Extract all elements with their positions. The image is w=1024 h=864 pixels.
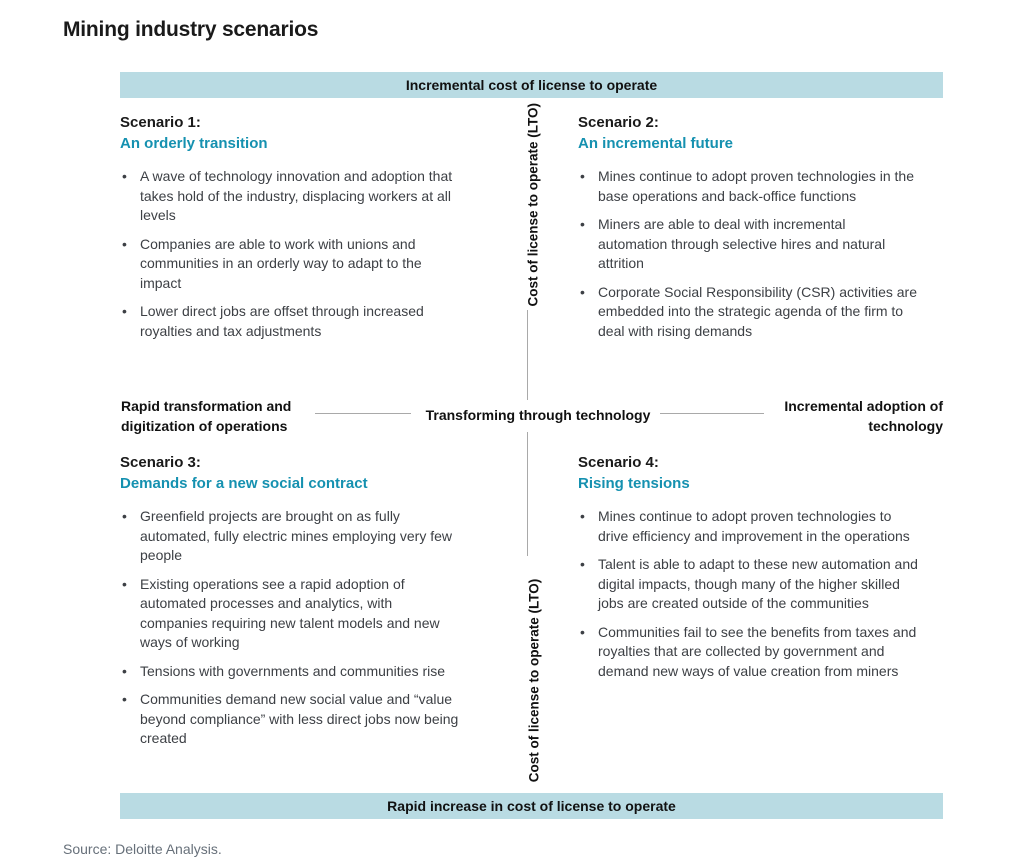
scenario-4-label: Scenario 4: [578, 454, 659, 471]
scenario-3-title: Demands for a new social contract [120, 475, 368, 492]
quadrant-scenario-3 [120, 452, 492, 758]
bullet-item: • Greenfield projects are brought on as fully automated, fully electric mines employing very few people [120, 507, 460, 566]
vertical-axis-line-top [527, 310, 528, 400]
scenario-2-label: Scenario 2: [578, 114, 659, 131]
bullet-item: • Miners are able to deal with incremental automation through selective hires and natural attrition [578, 215, 918, 274]
bullet-item: • Communities demand new social value and “value beyond compliance” with less direct jobs now being created [120, 690, 460, 749]
scenario-1-title: An orderly transition [120, 135, 268, 152]
source-note: Source: Deloitte Analysis. [63, 841, 222, 857]
horizontal-axis-label-right: Incremental adoption of technology [784, 398, 943, 434]
scenario-4-title: Rising tensions [578, 475, 690, 492]
scenario-1-bullets [120, 167, 460, 341]
horizontal-axis-label-center: Transforming through technology [425, 407, 651, 423]
scenario-2-title: An incremental future [578, 135, 734, 152]
bullet-item: • Tensions with governments and communities rise [120, 662, 460, 682]
bullet-item: • Lower direct jobs are offset through increased royalties and tax adjustments [120, 302, 460, 341]
bullet-item: • Mines continue to adopt proven technologies in the base operations and back-office functions [578, 167, 918, 206]
quadrant-scenario-4 [578, 452, 944, 690]
scenario-2-bullets [578, 167, 918, 341]
page-title: Mining industry scenarios [63, 18, 319, 41]
scenario-4-bullets [578, 507, 918, 681]
scenario-3-bullets [120, 507, 460, 749]
bullet-item: • Existing operations see a rapid adoption of automated processes and analytics, with companies requiring new talent models and new ways of working [120, 575, 460, 653]
quadrant-scenario-1 [120, 112, 492, 350]
bullet-item: • A wave of technology innovation and adoption that takes hold of the industry, displacing workers at all levels [120, 167, 460, 226]
bottom-axis-banner: Rapid increase in cost of license to operate [120, 793, 943, 819]
vertical-axis-line-bottom [527, 432, 528, 556]
bullet-item: • Mines continue to adopt proven technologies to drive efficiency and improvement in the operations [578, 507, 918, 546]
scenario-3-label: Scenario 3: [120, 454, 201, 471]
top-axis-banner: Incremental cost of license to operate [120, 72, 943, 98]
quadrant-scenario-2 [578, 112, 944, 350]
vertical-axis-label-bottom: Cost of license to operate (LTO) [526, 578, 542, 783]
bullet-item: • Communities fail to see the benefits from taxes and royalties that are collected by government and demand new ways of value creation from miners [578, 623, 918, 682]
bullet-item: • Talent is able to adapt to these new automation and digital impacts, though many of the higher skilled jobs are created outside of the communities [578, 555, 918, 614]
scenario-1-label: Scenario 1: [120, 114, 201, 131]
horizontal-axis-label-left: Rapid transformation and digitization of operations [121, 398, 292, 434]
vertical-axis-label-top: Cost of license to operate (LTO) [525, 102, 541, 307]
horizontal-axis-line-left [315, 413, 411, 414]
bullet-item: • Corporate Social Responsibility (CSR) activities are embedded into the strategic agenda of the firm to deal with rising demands [578, 283, 918, 342]
bullet-item: • Companies are able to work with unions and communities in an orderly way to adapt to the impact [120, 235, 460, 294]
